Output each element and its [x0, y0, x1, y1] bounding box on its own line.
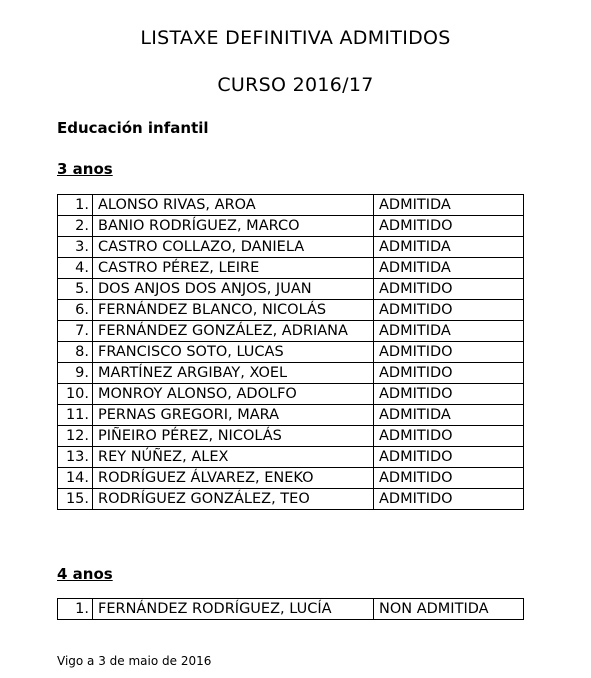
table-row: [58, 384, 524, 405]
admissions-table-4-anos: [57, 598, 524, 620]
admission-status: ADMITIDO: [374, 279, 524, 300]
admission-status: ADMITIDO: [374, 426, 524, 447]
table-row: [58, 405, 524, 426]
admission-status: ADMITIDO: [374, 342, 524, 363]
admission-status: ADMITIDA: [374, 237, 524, 258]
table-row: [58, 342, 524, 363]
student-name: MARTÍNEZ ARGIBAY, XOEL: [93, 363, 374, 384]
admission-status: ADMITIDA: [374, 195, 524, 216]
row-number: 2.: [58, 216, 93, 237]
row-number: 7.: [58, 321, 93, 342]
group-heading-4-anos: 4 anos: [57, 565, 113, 583]
admission-status: ADMITIDO: [374, 216, 524, 237]
row-number: 4.: [58, 258, 93, 279]
document-title: LISTAXE DEFINITIVA ADMITIDOS: [140, 27, 451, 49]
row-number: 13.: [58, 447, 93, 468]
student-name: CASTRO PÉREZ, LEIRE: [93, 258, 374, 279]
admission-status: ADMITIDO: [374, 447, 524, 468]
row-number: 5.: [58, 279, 93, 300]
table-row: [58, 599, 524, 620]
table-row: [58, 195, 524, 216]
row-number: 8.: [58, 342, 93, 363]
row-number: 1.: [58, 195, 93, 216]
student-name: ALONSO RIVAS, AROA: [93, 195, 374, 216]
admission-status: NON ADMITIDA: [374, 599, 524, 620]
row-number: 1.: [58, 599, 93, 620]
row-number: 15.: [58, 489, 93, 510]
subject-heading: Educación infantil: [57, 119, 209, 137]
student-name: PIÑEIRO PÉREZ, NICOLÁS: [93, 426, 374, 447]
student-name: FRANCISCO SOTO, LUCAS: [93, 342, 374, 363]
row-number: 10.: [58, 384, 93, 405]
table-row: [58, 321, 524, 342]
admission-status: ADMITIDA: [374, 321, 524, 342]
footer-date: Vigo a 3 de maio de 2016: [57, 654, 212, 668]
table-row: [58, 258, 524, 279]
table-row: [58, 489, 524, 510]
student-name: BANIO RODRÍGUEZ, MARCO: [93, 216, 374, 237]
student-name: MONROY ALONSO, ADOLFO: [93, 384, 374, 405]
table-row: [58, 447, 524, 468]
admission-status: ADMITIDA: [374, 405, 524, 426]
table-row: [58, 216, 524, 237]
student-name: REY NÚÑEZ, ALEX: [93, 447, 374, 468]
admission-status: ADMITIDO: [374, 468, 524, 489]
admission-status: ADMITIDO: [374, 300, 524, 321]
admission-status: ADMITIDO: [374, 363, 524, 384]
student-name: CASTRO COLLAZO, DANIELA: [93, 237, 374, 258]
table-row: [58, 300, 524, 321]
table-row: [58, 363, 524, 384]
row-number: 9.: [58, 363, 93, 384]
student-name: RODRÍGUEZ ÁLVAREZ, ENEKO: [93, 468, 374, 489]
student-name: PERNAS GREGORI, MARA: [93, 405, 374, 426]
student-name: FERNÁNDEZ RODRÍGUEZ, LUCÍA: [93, 599, 374, 620]
row-number: 11.: [58, 405, 93, 426]
table-row: [58, 426, 524, 447]
group-heading-3-anos: 3 anos: [57, 160, 113, 178]
admissions-table-3-anos: [57, 194, 524, 510]
row-number: 14.: [58, 468, 93, 489]
admission-status: ADMITIDA: [374, 258, 524, 279]
student-name: FERNÁNDEZ GONZÁLEZ, ADRIANA: [93, 321, 374, 342]
row-number: 12.: [58, 426, 93, 447]
table-row: [58, 237, 524, 258]
course-title: CURSO 2016/17: [217, 74, 374, 96]
admission-status: ADMITIDO: [374, 489, 524, 510]
table-row: [58, 279, 524, 300]
row-number: 3.: [58, 237, 93, 258]
row-number: 6.: [58, 300, 93, 321]
table-row: [58, 468, 524, 489]
student-name: RODRÍGUEZ GONZÁLEZ, TEO: [93, 489, 374, 510]
student-name: FERNÁNDEZ BLANCO, NICOLÁS: [93, 300, 374, 321]
student-name: DOS ANJOS DOS ANJOS, JUAN: [93, 279, 374, 300]
admission-status: ADMITIDO: [374, 384, 524, 405]
